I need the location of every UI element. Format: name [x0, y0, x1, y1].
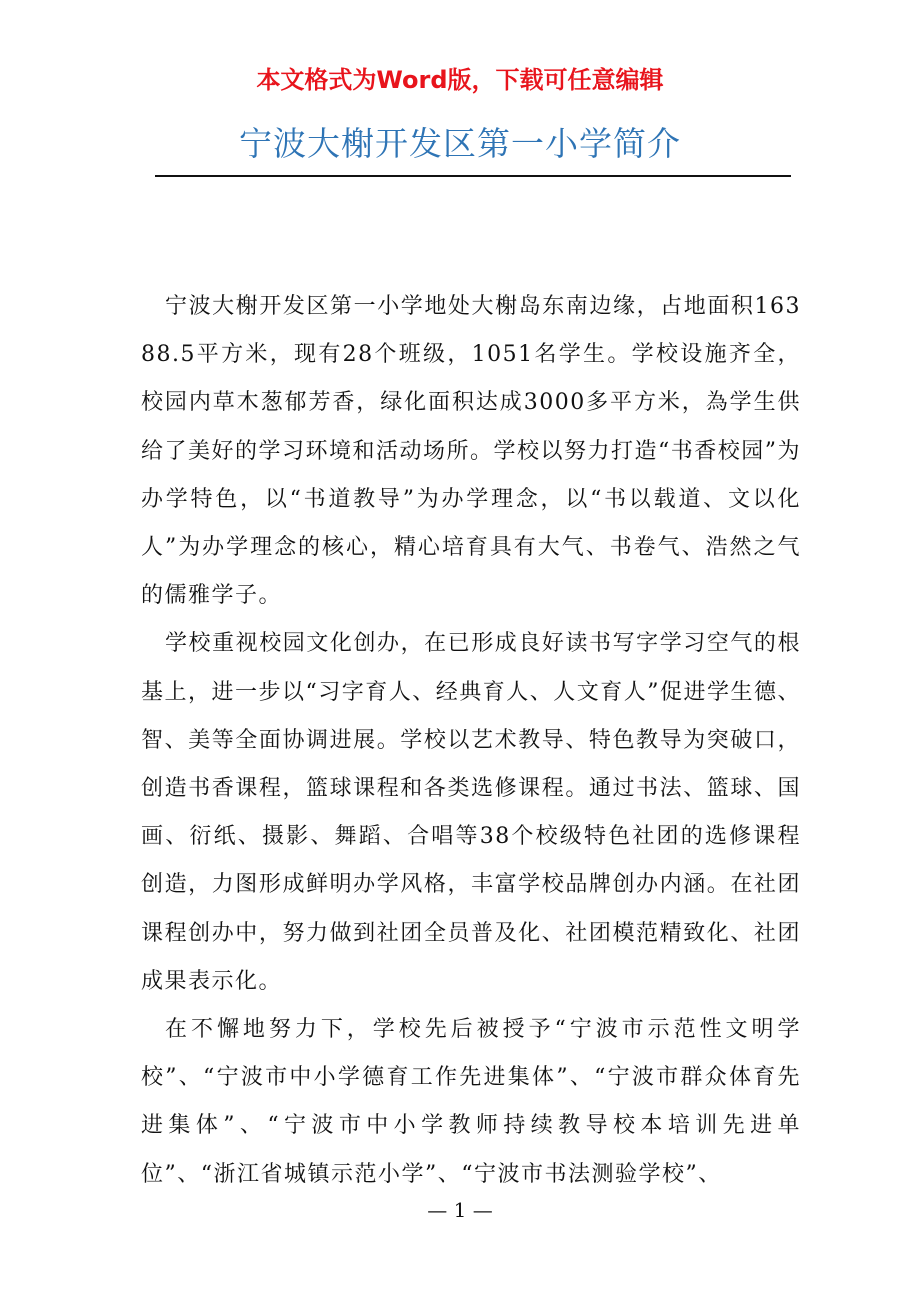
document-body — [141, 283, 801, 1199]
paragraph-honors: 在不懈地努力下，学校先后被授予“宁波市示范性文明学校”、“宁波市中小学德育工作先进集体”、“宁波市群众体育先进集体”、“宁波市中小学教师持续教导校本培训先进单位”、“浙江省城镇示范小学”、“宁波市书法测验学校”、 — [141, 1017, 801, 1187]
page-number: — 1 — — [427, 1198, 493, 1222]
title-divider — [155, 175, 791, 177]
paragraph-campus-culture: 学校重视校园文化创办，在已形成良好读书写字学习空气的根基上，进一步以“习字育人、经典育人、人文育人”促进学生德、智、美等全面协调进展。学校以艺术教导、特色教导为突破口，创造书香课程，篮球课程和各类选修课程。通过书法、篮球、国画、衍纸、摄影、舞蹈、合唱等38个校级特色社团的选修课程创造，力图形成鲜明办学风格，丰富学校品牌创办内涵。在社团课程创办中，努力做到社团全员普及化、社团模范精致化、社团成果表示化。 — [141, 631, 801, 994]
document-title: 宁波大榭开发区第一小学简介 — [239, 124, 681, 163]
paragraph-school-overview: 宁波大榭开发区第一小学地处大榭岛东南边缘，占地面积16388.5平方米，现有28个班级，1051名学生。学校设施齐全，校园内草木葱郁芳香，绿化面积达成3000多平方米，為学生供给了美好的学习环境和活动场所。学校以努力打造“书香校园”为办学特色，以“书道教导”为办学理念，以“书以载道、文以化人”为办学理念的核心，精心培育具有大气、书卷气、浩然之气的儒雅学子。 — [141, 294, 801, 609]
format-notice-banner: 本文格式为Word版，下载可任意编辑 — [256, 66, 664, 94]
